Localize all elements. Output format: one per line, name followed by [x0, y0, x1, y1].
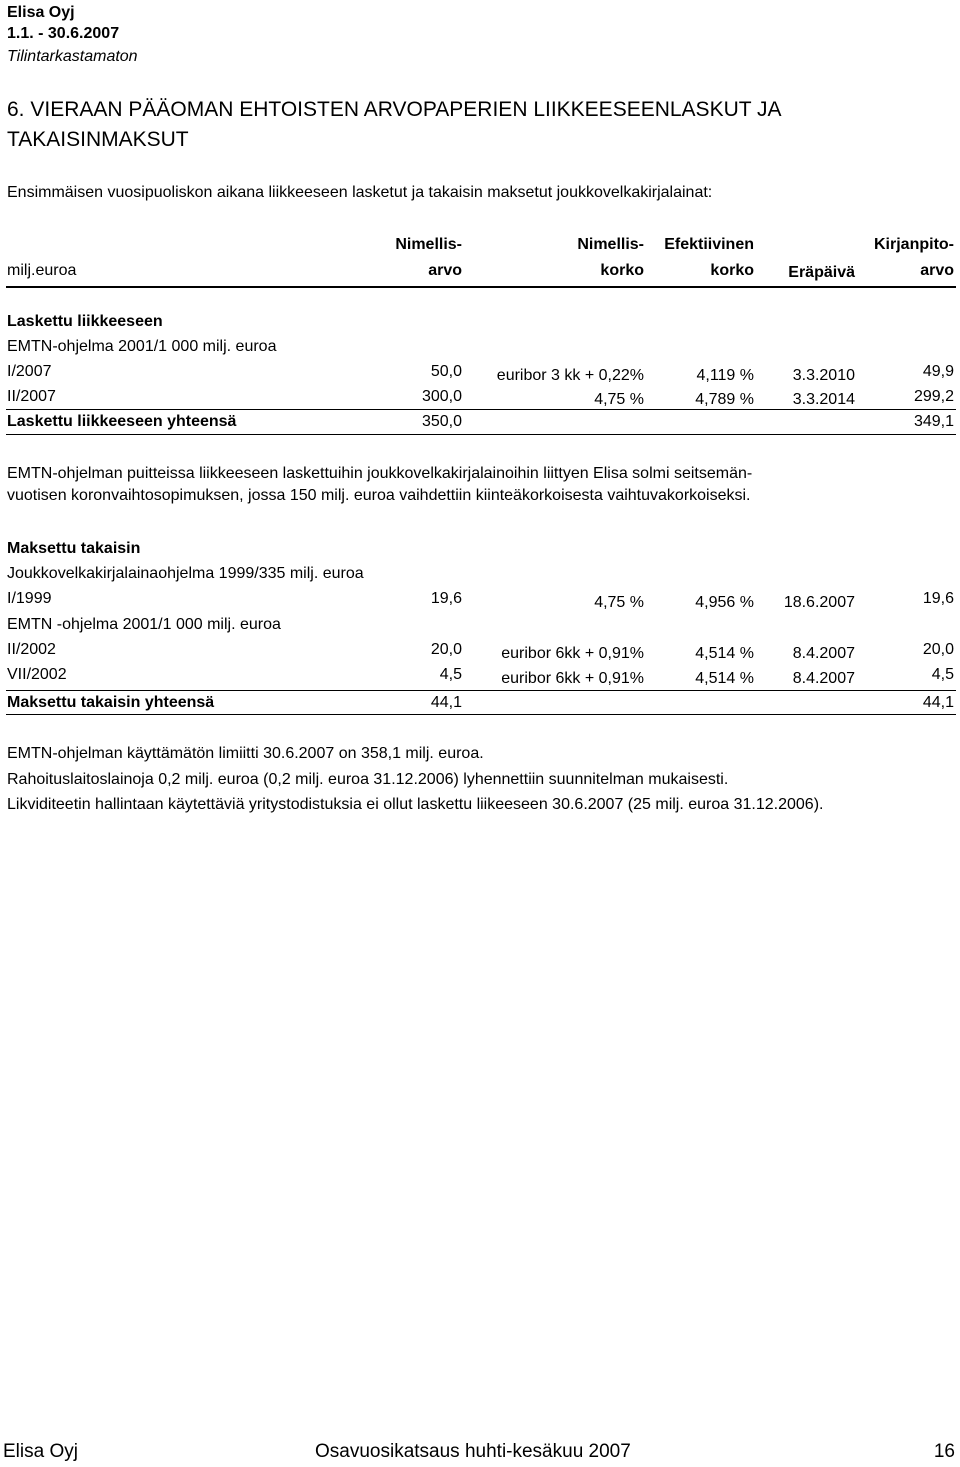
- note-unused-limit: EMTN-ohjelman käyttämätön limiitti 30.6.2007 on 358,1 milj. euroa.: [7, 745, 484, 762]
- repaid-row-2-due: 8.4.2007: [792, 645, 855, 662]
- col-rate-header-1: Nimellis-: [577, 236, 644, 253]
- repaid-heading: Maksettu takaisin: [7, 540, 141, 557]
- footer-report: Osavuosikatsaus huhti-kesäkuu 2007: [315, 1441, 631, 1462]
- issued-row-1-book: 49,9: [922, 363, 954, 380]
- repaid-row-3-name: VII/2002: [7, 666, 67, 683]
- issued-row-2-book: 299,2: [913, 388, 954, 405]
- footer-company: Elisa Oyj: [3, 1441, 78, 1462]
- unit-label: milj.euroa: [7, 262, 77, 279]
- note-bank-loans: Rahoituslaitoslainoja 0,2 milj. euroa (0,2 milj. euroa 31.12.2006) lyhennettiin suunnitelman mukaisesti.: [7, 771, 729, 788]
- header-rule: [6, 286, 956, 288]
- repaid-row-2-rate: euribor 6kk + 0,91%: [501, 645, 644, 662]
- swap-note-line1: EMTN-ohjelman puitteissa liikkeeseen laskettuihin joukkovelkakirjalainoihin liittyen Elisa solmi seitsemän-: [7, 465, 753, 482]
- footer-page-number: 16: [933, 1441, 955, 1462]
- issued-row-1-rate: euribor 3 kk + 0,22%: [496, 367, 644, 384]
- repaid-row-3-nominal: 4,5: [439, 666, 462, 683]
- repaid-row-1-rate: 4,75 %: [594, 594, 644, 611]
- repaid-total-nominal: 44,1: [430, 694, 462, 711]
- repaid-row-1-nominal: 19,6: [430, 590, 462, 607]
- col-book-header-2: arvo: [920, 262, 954, 279]
- issued-row-1-due: 3.3.2010: [792, 367, 855, 384]
- issued-total-nominal: 350,0: [421, 413, 462, 430]
- repaid-row-3-rate: euribor 6kk + 0,91%: [501, 670, 644, 687]
- repaid-total-rule-bottom: [6, 714, 956, 715]
- repaid-row-2-nominal: 20,0: [430, 641, 462, 658]
- repaid-row-1-due: 18.6.2007: [783, 594, 855, 611]
- issued-row-2-effective: 4,789 %: [695, 391, 754, 408]
- repaid-row-3-book: 4,5: [931, 666, 954, 683]
- issued-row-2-rate: 4,75 %: [594, 391, 644, 408]
- repaid-row-2-book: 20,0: [922, 641, 954, 658]
- issued-total-rule-bottom: [6, 434, 956, 435]
- col-nominal-header-1: Nimellis-: [395, 236, 462, 253]
- issued-row-2-due: 3.3.2014: [792, 391, 855, 408]
- report-period: 1.1. - 30.6.2007: [7, 25, 120, 42]
- section-intro: Ensimmäisen vuosipuoliskon aikana liikkeeseen lasketut ja takaisin maksetut joukkovelkakirjalainat:: [7, 184, 713, 201]
- repaid-row-2-effective: 4,514 %: [695, 645, 754, 662]
- issued-row-1-effective: 4,119 %: [696, 367, 754, 384]
- repaid-total-label: Maksettu takaisin yhteensä: [7, 694, 215, 711]
- issued-row-2-nominal: 300,0: [421, 388, 462, 405]
- repaid-row-1-name: I/1999: [7, 590, 52, 607]
- repaid-row-1-effective: 4,956 %: [695, 594, 754, 611]
- swap-note-line2: vuotisen koronvaihtosopimuksen, jossa 150 milj. euroa vaihdettiin kiinteäkorkoisesta vaihtuvakorkoiseksi.: [7, 487, 751, 504]
- audit-status: Tilintarkastamaton: [7, 48, 138, 65]
- repaid-program-2: EMTN -ohjelma 2001/1 000 milj. euroa: [7, 616, 281, 633]
- company-name: Elisa Oyj: [7, 4, 75, 21]
- issued-total-label: Laskettu liikkeeseen yhteensä: [7, 413, 237, 430]
- repaid-row-3-effective: 4,514 %: [695, 670, 754, 687]
- section-title-line1: 6. VIERAAN PÄÄOMAN EHTOISTEN ARVOPAPERIEN LIIKKEESEENLASKUT JA: [7, 98, 782, 121]
- col-rate-header-2: korko: [600, 262, 644, 279]
- repaid-total-book: 44,1: [922, 694, 954, 711]
- repaid-total-rule-top: [6, 690, 956, 691]
- issued-total-rule-top: [6, 409, 956, 410]
- issued-program: EMTN-ohjelma 2001/1 000 milj. euroa: [7, 338, 277, 355]
- repaid-row-3-due: 8.4.2007: [792, 670, 855, 687]
- note-commercial-paper: Likviditeetin hallintaan käytettäviä yritystodistuksia ei ollut laskettu liikeeseen 30.6.2007 (25 milj. euroa 31.12.2006).: [7, 796, 824, 813]
- issued-row-2-name: II/2007: [7, 388, 56, 405]
- col-due-header: Eräpäivä: [788, 264, 855, 281]
- col-nominal-header-2: arvo: [428, 262, 462, 279]
- repaid-row-1-book: 19,6: [922, 590, 954, 607]
- repaid-program-1: Joukkovelkakirjalainaohjelma 1999/335 milj. euroa: [7, 565, 364, 582]
- col-effective-header-1: Efektiivinen: [664, 236, 754, 253]
- issued-row-1-name: I/2007: [7, 363, 52, 380]
- repaid-row-2-name: II/2002: [7, 641, 56, 658]
- section-title-line2: TAKAISINMAKSUT: [7, 128, 189, 151]
- issued-total-book: 349,1: [913, 413, 954, 430]
- col-book-header-1: Kirjanpito-: [874, 236, 954, 253]
- issued-row-1-nominal: 50,0: [430, 363, 462, 380]
- issued-heading: Laskettu liikkeeseen: [7, 313, 163, 330]
- col-effective-header-2: korko: [710, 262, 754, 279]
